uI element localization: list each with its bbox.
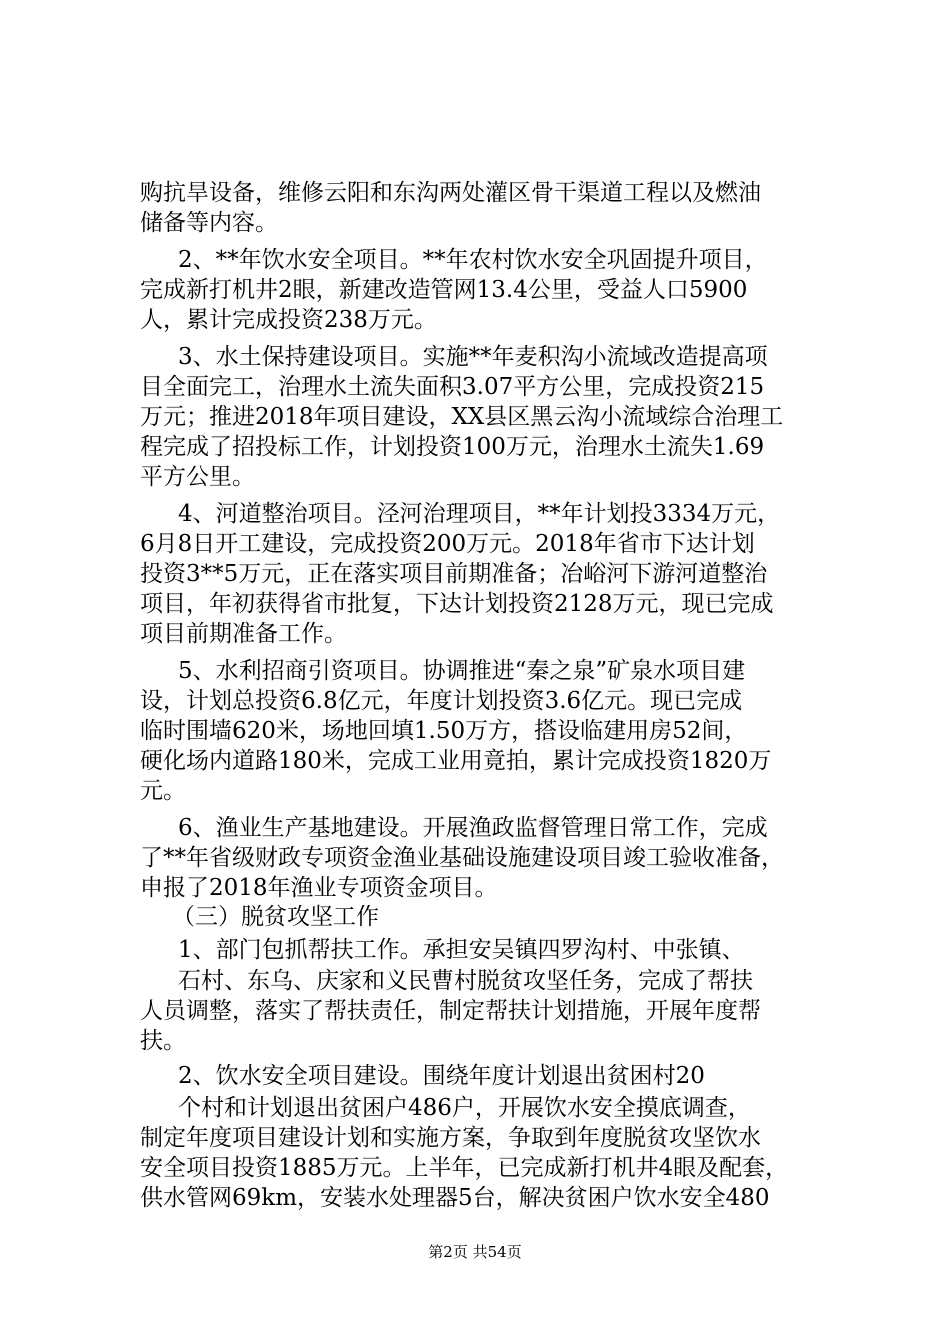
- text-line: 目全面完工，治理水土流失面积3.07平方公里，完成投资215: [140, 374, 765, 400]
- text-line: 扶。: [140, 1028, 186, 1054]
- text-line: 临时围墙620米，场地回填1.50万方，搭设临建用房52间，: [140, 718, 748, 744]
- text-line: 2、**年饮水安全项目。**年农村饮水安全巩固提升项目，: [178, 247, 768, 273]
- text-line: 平方公里。: [140, 464, 255, 490]
- page-footer: 第2页 共54页: [428, 1243, 522, 1261]
- text-line: 储备等内容。: [140, 210, 278, 236]
- text-line: 6月8日开工建设，完成投资200万元。2018年省市下达计划: [140, 531, 755, 557]
- text-line: 个村和计划退出贫困户486户，开展饮水安全摸底调查，: [178, 1095, 751, 1121]
- text-line: 4、河道整治项目。泾河治理项目，**年计划投3334万元，: [178, 501, 781, 527]
- text-line: 人员调整，落实了帮扶责任，制定帮扶计划措施，开展年度帮: [140, 998, 761, 1024]
- text-line: 完成新打机井2眼，新建改造管网13.4公里，受益人口5900: [140, 277, 748, 303]
- text-line: 供水管网69km，安装水处理器5台，解决贫困户饮水安全480: [140, 1185, 770, 1211]
- text-line: 项目前期准备工作。: [140, 621, 347, 647]
- text-line: 硬化场内道路180米，完成工业用竟拍，累计完成投资1820万: [140, 748, 772, 774]
- text-line: 石村、东乌、庆家和义民曹村脱贫攻坚任务，完成了帮扶: [178, 968, 753, 994]
- text-line: 6、渔业生产基地建设。开展渔政监督管理日常工作，完成: [178, 815, 768, 841]
- text-line: 设，计划总投资6.8亿元，年度计划投资3.6亿元。现已完成: [140, 688, 743, 714]
- text-line: 万元；推进2018年项目建设，XX县区黑云沟小流域综合治理工: [140, 404, 784, 430]
- text-line: 人，累计完成投资238万元。: [140, 307, 437, 333]
- text-line: 5、水利招商引资项目。协调推进“秦之泉”矿泉水项目建: [178, 658, 746, 684]
- section-heading: （三）脱贫攻坚工作: [172, 904, 379, 930]
- text-line: 3、水土保持建设项目。实施**年麦积沟小流域改造提高项: [178, 344, 768, 370]
- text-line: 制定年度项目建设计划和实施方案，争取到年度脱贫攻坚饮水: [140, 1125, 761, 1151]
- text-line: 了**年省级财政专项资金渔业基础设施建设项目竣工验收准备，: [140, 845, 784, 871]
- text-line: 购抗旱设备，维修云阳和东沟两处灌区骨干渠道工程以及燃油: [140, 180, 761, 206]
- text-line: 元。: [140, 778, 186, 804]
- text-line: 申报了2018年渔业专项资金项目。: [140, 875, 498, 901]
- text-line: 2、饮水安全项目建设。围绕年度计划退出贫困村20: [178, 1063, 705, 1089]
- text-line: 投资3**5万元，正在落实项目前期准备；冶峪河下游河道整治: [140, 561, 768, 587]
- text-line: 项目，年初获得省市批复，下达计划投资2128万元，现已完成: [140, 591, 774, 617]
- text-line: 安全项目投资1885万元。上半年，已完成新打机井4眼及配套，: [140, 1155, 789, 1181]
- text-line: 1、部门包抓帮扶工作。承担安吴镇四罗沟村、中张镇、: [178, 937, 745, 963]
- text-line: 程完成了招投标工作，计划投资100万元，治理水土流失1.69: [140, 434, 765, 460]
